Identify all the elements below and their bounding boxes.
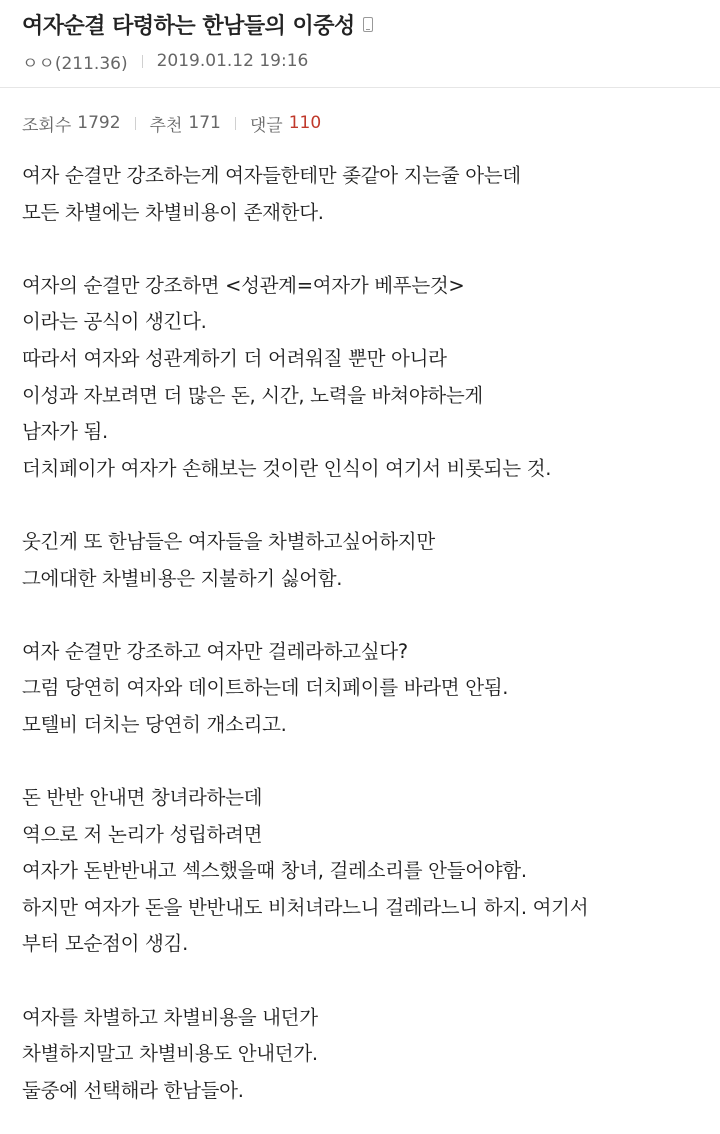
meta-divider	[142, 55, 143, 68]
views-label: 조회수	[22, 115, 72, 136]
comments-label[interactable]: 댓글	[249, 115, 283, 136]
post-title: 여자순결 타령하는 한남들의 이중성	[22, 13, 355, 39]
body-line: 더치페이가 여자가 손해보는 것이란 인식이 여기서 비롯되는 것.	[22, 456, 552, 480]
body-line: 여자 순결만 강조하고 여자만 걸레라하고싶다?	[22, 639, 408, 663]
post-stats	[0, 88, 720, 158]
body-line: 부터 모순점이 생김.	[22, 932, 188, 956]
stats-divider	[135, 117, 136, 130]
recommend-label: 추천	[149, 115, 183, 136]
body-line: 이라는 공식이 생긴다.	[22, 310, 207, 334]
body-line: 여자가 돈반반내고 섹스했을때 창녀, 걸레소리를 안들어야함.	[22, 859, 527, 883]
post-date: 2019.01.12 19:16	[156, 51, 309, 71]
paragraph-break	[22, 963, 698, 1000]
body-line: 하지만 여자가 돈을 반반내도 비처녀라느니 걸레라느니 하지. 여기서	[22, 895, 589, 919]
body-line: 역으로 저 논리가 성립하려면	[22, 822, 263, 846]
paragraph-break	[22, 597, 698, 634]
paragraph-break	[22, 231, 698, 268]
paragraph-break	[22, 744, 698, 781]
paragraph-break	[22, 487, 698, 524]
body-line: 남자가 됨.	[22, 420, 108, 444]
recommend-count: 171	[188, 113, 221, 133]
body-line: 모든 차별에는 차별비용이 존재한다.	[22, 200, 324, 224]
body-line: 차별하지말고 차별비용도 안내던가.	[22, 1042, 318, 1066]
body-line: 그럼 당연히 여자와 데이트하는데 더치페이를 바라면 안됨.	[22, 676, 509, 700]
author-name[interactable]: ㅇㅇ(211.36)	[22, 53, 128, 74]
body-line: 여자의 순결만 강조하면 <성관계=여자가 베푸는것>	[22, 273, 465, 297]
stats-divider	[235, 117, 236, 130]
mobile-phone-icon	[363, 17, 373, 32]
body-line: 여자를 차별하고 차별비용을 내던가	[22, 1005, 318, 1029]
body-line: 모텔비 더치는 당연히 개소리고.	[22, 712, 287, 736]
body-line: 둘중에 선택해라 한남들아.	[22, 1078, 244, 1102]
body-line: 웃긴게 또 한남들은 여자들을 차별하고싶어하지만	[22, 529, 435, 553]
post-header	[0, 0, 720, 88]
post-meta	[22, 44, 698, 78]
body-line: 여자 순결만 강조하는게 여자들한테만 좆같아 지는줄 아는데	[22, 164, 521, 187]
body-line: 이성과 자보려면 더 많은 돈, 시간, 노력을 바쳐야하는게	[22, 383, 483, 407]
comments-count[interactable]: 110	[288, 113, 322, 133]
body-line: 그에대한 차별비용은 지불하기 싫어함.	[22, 566, 343, 590]
views-count: 1792	[77, 113, 121, 133]
body-line: 따라서 여자와 성관계하기 더 어려워질 뿐만 아니라	[22, 346, 447, 370]
post-body	[0, 158, 720, 1109]
body-line: 돈 반반 안내면 창녀라하는데	[22, 786, 263, 810]
title-row	[22, 4, 698, 44]
